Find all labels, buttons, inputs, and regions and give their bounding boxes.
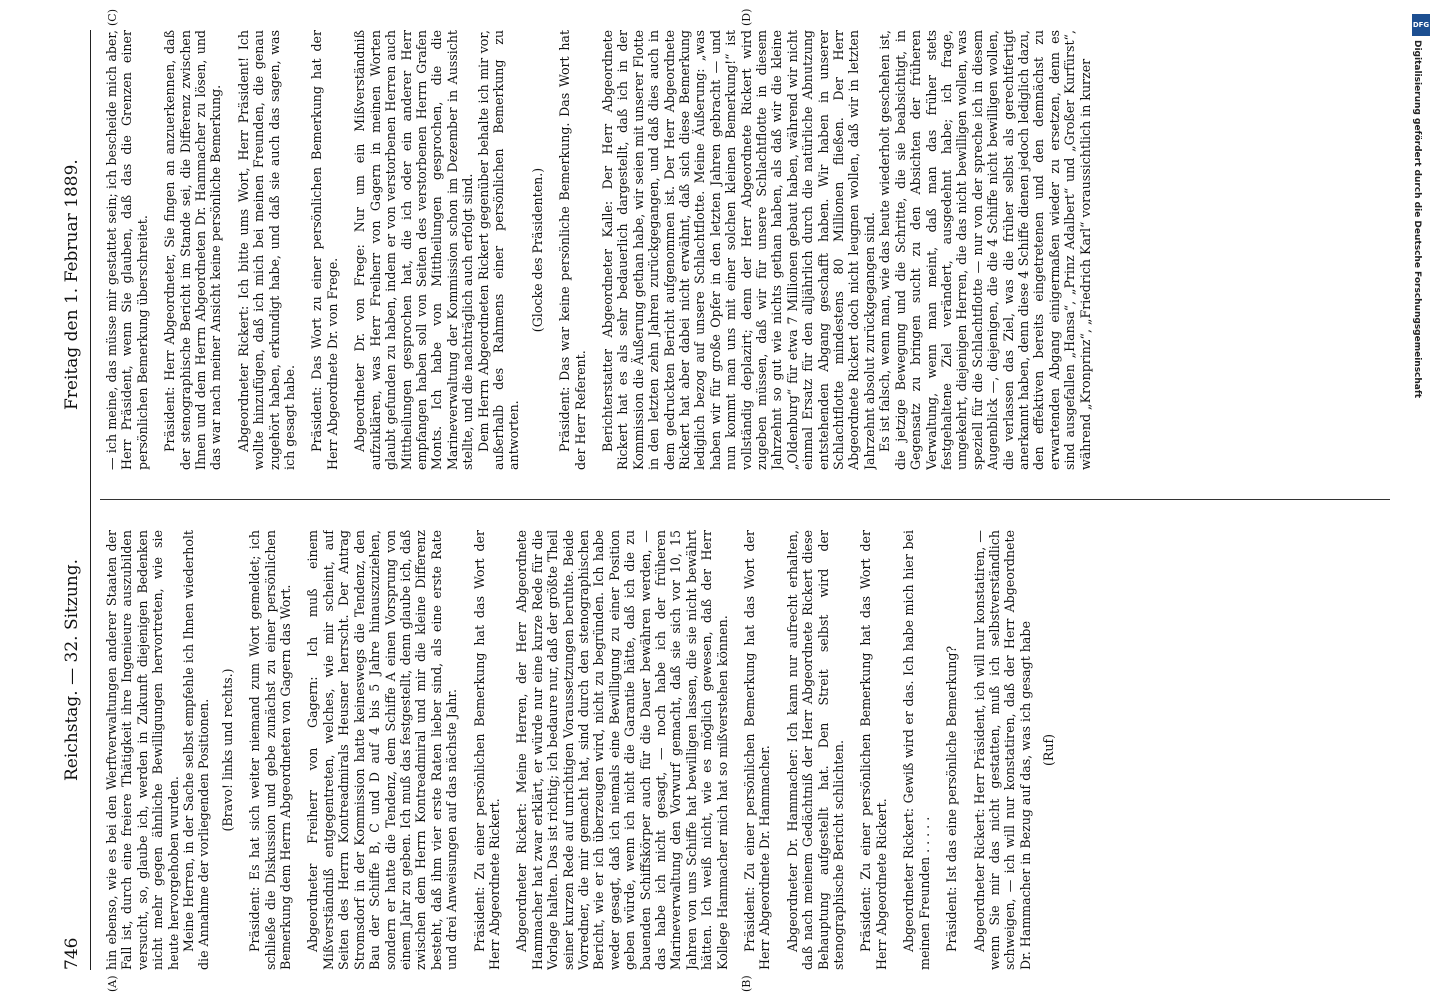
- paragraph: Präsident: Zu einer persönlichen Bemerkung hat das Wort der Herr Abgeordnete Dr. Hammacher.: [742, 530, 773, 970]
- paragraph: Abgeordneter Rickert: Ich bitte ums Wort, Herr Präsident! Ich wollte hinzufügen, daß ich mich bei meinen Freunden, die genau zugehört haben, erkundigt habe, und daß sie auch das sagen, was ich gesagt habe.: [235, 30, 298, 470]
- paragraph: Präsident: Zu einer persönlichen Bemerkung hat das Wort der Herr Abgeordnete Rickert.: [471, 530, 502, 970]
- paragraph: Präsident: Herr Abgeordneter, Sie fingen an anzuerkennen, daß der stenographische Bericht im Stande sei, die Differenz zwischen Ihnen und dem Herrn Abgeordneten Dr. Hammacher zu lösen, und das war nach meiner Ansicht keine persönliche Bemerkung.: [162, 30, 224, 470]
- paragraph: Abgeordneter Rickert: Herr Präsident, ich will nur konstatiren, — wenn Sie mir das nicht gestatten, muß ich selbstverständlich schweigen, — ich will nur konstatiren, daß der Herr Abgeordnete Dr. Hammacher in Bezug auf das, was ich gesagt habe: [971, 530, 1033, 970]
- margin-mark-b: (B): [740, 975, 753, 992]
- paragraph: Abgeordneter Dr. von Frege: Nur um ein Mißverständniß aufzuklären, was Herr Freiherr von Gagern in meinen Worten glaubt gefunden zu haben, indem er von verstorbenen Herren auch Mittheilungen gesprochen hat, die ich oder ein anderer Herr empfangen haben soll von Seiten des verstorbenen Herrn Grafen Monts. Ich habe von Mittheilungen gesprochen, die die Marineverwaltung der Kommission schon im Dezember in Aussicht stellte, und die nachträglich auch erfolgt sind.: [352, 30, 476, 470]
- session-title: Reichstag. — 32. Sitzung.: [62, 558, 82, 782]
- paragraph: Abgeordneter Dr. Hammacher: Ich kann nur aufrecht erhalten, daß nach meinem Gedächtniß der Herr Abgeordnete Rickert diese Behauptung aufgestellt hat. Den Streit selbst wird der stenographische Bericht schlichten.: [784, 530, 847, 970]
- page-body: [60, 8, 1390, 992]
- left-column: [104, 530, 1384, 970]
- paragraph: Präsident: Ist das eine persönliche Bemerkung?: [944, 645, 960, 952]
- paragraph: Abgeordneter Rickert: Gewiß wird er das. Ich habe mich hier bei meinen Freunden . . . . .: [901, 530, 932, 970]
- digitization-stamp: [1406, 40, 1428, 1000]
- margin-mark-d: (D): [740, 8, 753, 26]
- paragraph: Präsident: Es hat sich weiter niemand zum Wort gemeldet; ich schließe die Diskussion und gebe zunächst zu einer persönlichen Bemerkung dem Herrn Abgeordneten von Gagern das Wort.: [247, 530, 294, 970]
- paragraph: Es ist falsch, wenn man, wie das heute wiederholt geschehen ist, die jetzige Bewegung und die Schritte, die sie beabsichtigt, in Gegensatz zu bringen sucht zu den Absichten der früheren Verwaltung, wenn man meint, daß man das früher stets festgehaltene Ziel verändert, ausgedehnt habe; ich frage, umgekehrt, diejenigen Herren, die das nicht bewilligen wollen, was speziell für die Schlachtflotte — nur von der spreche ich in diesem Augenblick —, diejenigen, die die 4 Schiffe nicht bewilligen wollen, die verlassen das Ziel, was die früher selbst als gerechtfertigt anerkannt haben, denn diese 4 Schiffe dienen jedoch lediglich dazu, den effektiven bereits eingetretenen und den demnächst zu erwartenden Abgang einigermaßen wieder zu ersetzen, denn es sind ausgefallen „Hansa“, „Prinz Adalbert“ und „Großer Kurfürst“, während „Kronprinz“, „Friedrich Karl“ voraussichtlich in kurzer: [877, 30, 1093, 470]
- stage-direction: (Bravo! links und rechts.): [219, 668, 235, 832]
- paragraph: Meine Herren, in der Sache selbst empfehle ich Ihnen wiederholt die Annahme der vorliegenden Positionen.: [181, 530, 212, 970]
- paragraph: Abgeordneter Rickert: Meine Herren, der Herr Abgeordnete Hammacher hat zwar erklärt, er würde nur eine kurze Rede für die Vorlage halten. Das ist richtig; ich bedaure nur, daß der größte Theil seiner kurzen Rede auf unrichtigen Voraussetzungen beruhte. Beide Vorredner, die mir gemacht hat, sind durch den stenographischen Bericht, wie er ich überzeugen wird, nicht zu begründen. Ich habe weder gesagt, daß ich niemals eine Bewilligung zu einer Position geben würde, wenn ich nicht die Garantie hätte, daß ich die zu bauenden Schiffskörper auch für die Dauer bewähren werden, — das habe ich nicht gesagt, — noch habe ich der früheren Marineverwaltung den Vorwurf gemacht, daß sie sich vor 10, 15 Jahren von uns Schiffe hat bewilligen lassen, die sie nicht bewährt hätten. Ich weiß nicht, wie es möglich gewesen, daß der Herr Kollege Hammacher mich hat so mißverstehen können.: [514, 530, 730, 970]
- column-divider: [100, 499, 1390, 500]
- paragraph: Präsident: Zu einer persönlichen Bemerkung hat das Wort der Herr Abgeordnete Rickert.: [858, 530, 889, 970]
- paragraph: hin ebenso, wie es bei den Werftverwaltungen anderer Staaten der Fall ist, durch eine freiere Thätigkeit ihre Ingenieure auszubilden versucht, so, glaube ich, werden in Zukunft diejenigen Bedenken nicht mehr gegen ähnliche Bewilligungen hervortreten, wie sie heute hervorgehoben wurden.: [104, 530, 181, 970]
- right-column: [104, 30, 1384, 470]
- paragraph: Präsident: Das Wort zu einer persönlichen Bemerkung hat der Herr Abgeordnete Dr. von Frege.: [309, 30, 340, 470]
- session-date: Freitag den 1. Februar 1889.: [62, 159, 82, 410]
- paragraph: Berichterstatter Abgeordneter Kalle: Der Herr Abgeordnete Rickert hat es als sehr bedauerlich dargestellt, daß ich in der Kommission die Äußerung gethan habe, wir seien mit unserer Flotte in den letzten zehn Jahren zurückgegangen, und daß dies auch in dem gedruckten Bericht aufgenommen ist. Der Herr Abgeordnete Rickert hat aber dabei nicht erwähnt, daß sich diese Bemerkung lediglich bezog auf unsere Schlachtflotte. Meine Äußerung: „was haben wir für große Opfer in den letzten Jahren gebracht — und nun kommt man uns mit einer solchen kleinen Bemerkung!“ ist vollständig deplazirt; denn der Herr Abgeordnete Rickert wird zugeben müssen, daß wir für unsere Schlachtflotte in diesem Jahrzehnt so gut wie nichts gethan haben, als daß wir die kleine „Oldenburg“ für etwa 7 Millionen gebaut haben, während wir nicht einmal Ersatz für den alljährlich durch die natürliche Abnutzung entstehenden Abgang geschafft haben. Wir haben in unserer Schlachtflotte mindestens 80 Millionen fließen. Der Herr Abgeordnete Rickert doch nicht leugnen wollen, daß wir in letzten Jahrzehnt absolut zurückgegangen sind.: [599, 30, 877, 470]
- paragraph: Präsident: Das war keine persönliche Bemerkung. Das Wort hat der Herr Referent.: [557, 30, 588, 470]
- page-header: [60, 30, 91, 970]
- paragraph: Abgeordneter Freiherr von Gagern: Ich muß einem Mißverständniß entgegentreten, welches, wie mir scheint, auf Seiten des Herrn Kontreadmirals Heusner herrscht. Der Antrag Stromsdorf in der Kommission hatte keineswegs die Tendenz, den Bau der Schiffe B, C und D auf 4 bis 5 Jahre hinauszuziehen, sondern er hatte die Tendenz, dem Schiffe A einen Vorsprung von einem Jahr zu geben. Ich muß das festgestellt, denn glaube ich, daß zwischen dem Herrn Kontreadmiral und mir die kleine Differenz besteht, daß ihm vier erste Raten lieber sind, als eine erste Rate und drei Anweisungen auf das nächste Jahr.: [305, 530, 460, 970]
- page-number: 746: [62, 937, 82, 970]
- margin-mark-a: (A): [106, 975, 119, 992]
- stage-direction: (Ruf): [1041, 733, 1057, 767]
- dfg-logo: DFG: [1412, 14, 1430, 36]
- paragraph: Dem Herrn Abgeordneten Rickert gegenüber behalte ich mir vor, außerhalb des Rahmens einer persönlichen Bemerkung zu antworten.: [475, 30, 522, 470]
- margin-mark-c: (C): [106, 9, 119, 26]
- digitization-stamp-text: Digitalisierung gefördert durch die Deutsche Forschungsgemeinschaft: [1412, 40, 1422, 399]
- stage-direction: (Glocke des Präsidenten.): [529, 167, 545, 333]
- paragraph: — ich meine, das müsse mir gestattet sein; ich bescheide mich aber, Herr Präsident, wenn Sie glauben, daß das die Grenzen einer persönlichen Bemerkung überschreitet.: [104, 30, 150, 470]
